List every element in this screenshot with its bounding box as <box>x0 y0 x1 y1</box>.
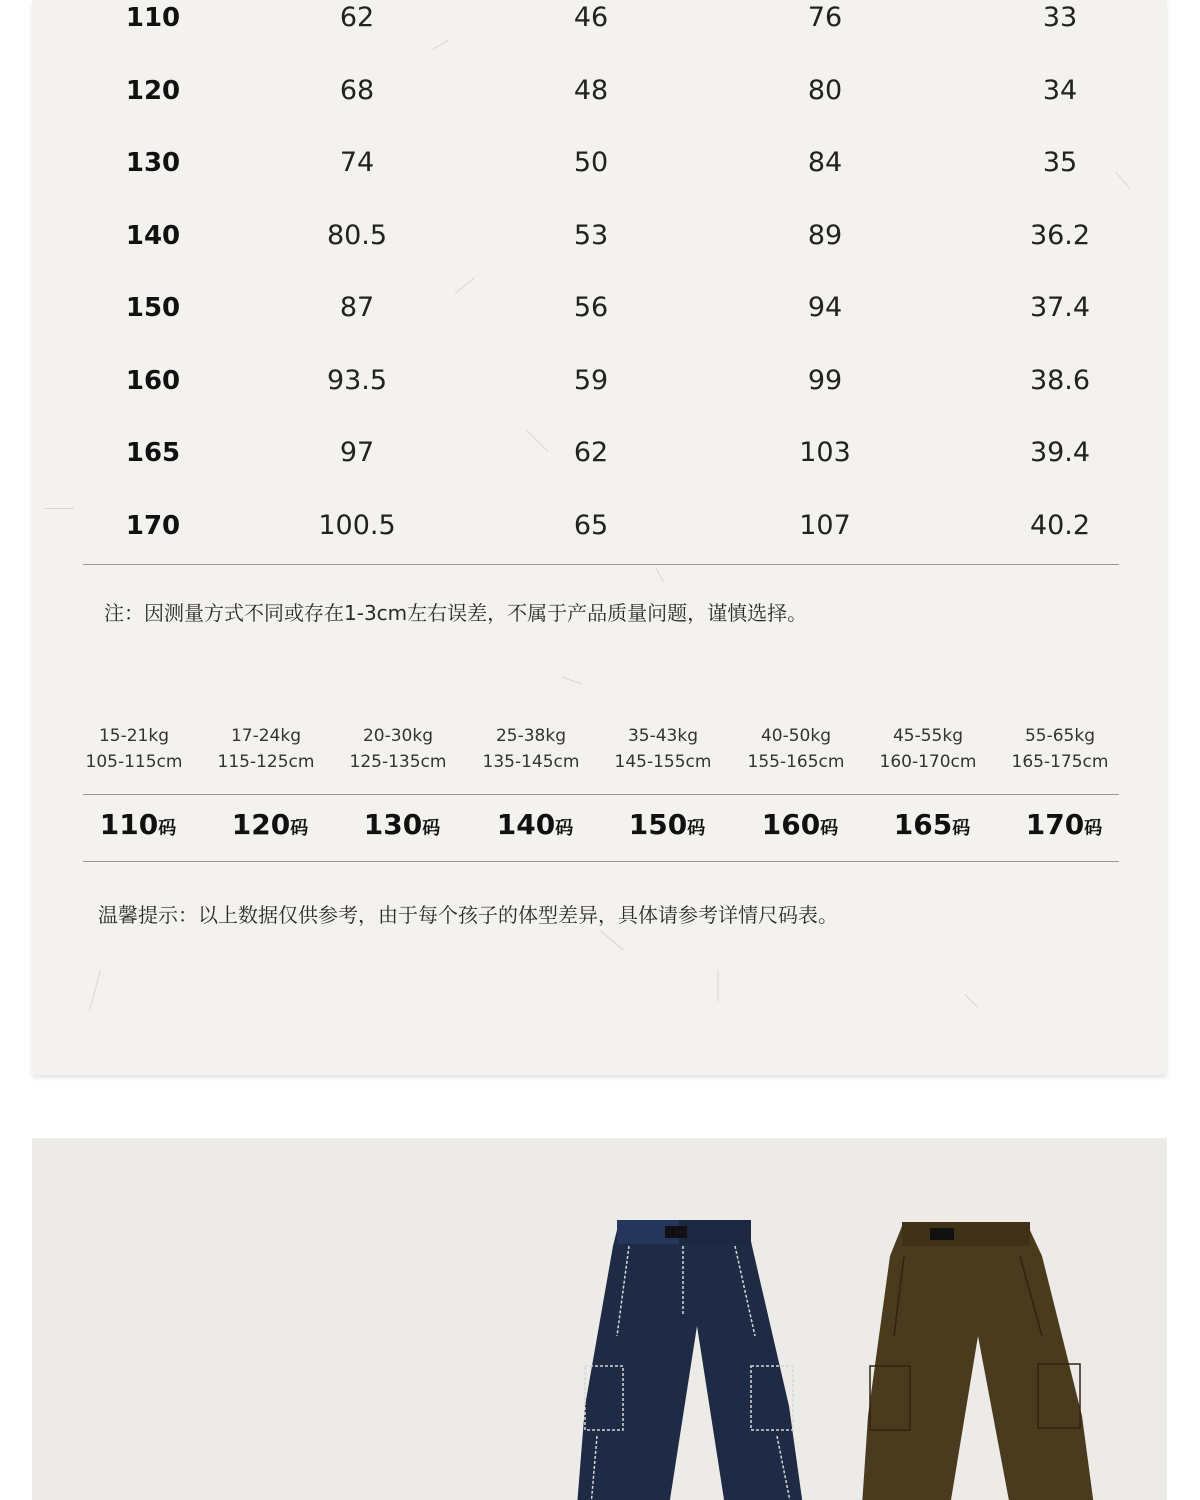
fit-range <box>597 723 729 775</box>
table-row <box>32 0 1167 38</box>
measure-cell: 39.4 <box>1029 437 1091 468</box>
table-row <box>32 433 1167 473</box>
paper-fiber <box>562 677 581 685</box>
measure-cell: 56 <box>573 292 609 323</box>
weight-range: 55-65kg <box>1024 726 1096 746</box>
size-code-number: 120 <box>231 808 291 841</box>
table-row <box>32 361 1167 401</box>
fit-range <box>200 723 332 775</box>
size-code-unit: 码 <box>820 818 839 839</box>
size-code <box>72 808 204 841</box>
measure-cell: 97 <box>339 437 375 468</box>
measure-cell: 62 <box>573 437 609 468</box>
paper-fiber <box>964 994 977 1007</box>
size-code <box>336 808 468 841</box>
size-code-unit: 码 <box>422 818 441 839</box>
size-code-unit: 码 <box>290 818 309 839</box>
size-code-number: 170 <box>1025 808 1085 841</box>
paper-fiber <box>656 568 665 582</box>
size-cell: 130 <box>125 148 181 178</box>
measure-cell: 87 <box>339 292 375 323</box>
height-range: 125-135cm <box>349 752 447 772</box>
measure-cell: 84 <box>807 147 843 178</box>
weight-range: 15-21kg <box>98 726 170 746</box>
measure-cell: 100.5 <box>318 509 396 541</box>
size-code-number: 140 <box>496 808 556 841</box>
height-range: 115-125cm <box>217 752 315 772</box>
fit-range <box>730 723 862 775</box>
size-code <box>601 808 733 841</box>
size-cell: 170 <box>125 510 181 541</box>
weight-range: 25-38kg <box>495 726 567 746</box>
height-range: 165-175cm <box>1011 752 1109 772</box>
measure-cell: 80 <box>807 74 843 106</box>
size-code <box>469 808 601 841</box>
table-row <box>32 143 1167 183</box>
height-range: 105-115cm <box>85 752 183 772</box>
measure-cell: 35 <box>1042 147 1078 178</box>
size-chart-panel <box>32 0 1167 1075</box>
measure-cell: 48 <box>573 74 609 106</box>
weight-range: 35-43kg <box>627 726 699 746</box>
measure-cell: 53 <box>573 219 609 251</box>
measure-cell: 34 <box>1042 74 1078 106</box>
height-range: 160-170cm <box>879 752 977 772</box>
measure-cell: 76 <box>807 2 843 33</box>
size-code <box>866 808 998 841</box>
size-code-unit: 码 <box>1084 818 1103 839</box>
weight-range: 45-55kg <box>892 726 964 746</box>
recommendation-top-divider <box>83 794 1119 795</box>
table-row <box>32 71 1167 111</box>
size-code-number: 160 <box>761 808 821 841</box>
size-code-unit: 码 <box>687 818 706 839</box>
measure-cell: 40.2 <box>1029 509 1091 541</box>
fit-range <box>465 723 597 775</box>
size-code <box>734 808 866 841</box>
paper-fiber <box>433 40 449 50</box>
size-code-number: 165 <box>893 808 953 841</box>
recommendation-bottom-divider <box>83 861 1119 862</box>
measure-cell: 74 <box>339 147 375 178</box>
measure-cell: 103 <box>799 437 851 468</box>
measure-cell: 94 <box>807 292 843 323</box>
measure-cell: 99 <box>807 364 843 396</box>
size-code-number: 110 <box>99 808 159 841</box>
measure-cell: 38.6 <box>1029 364 1091 396</box>
weight-range: 20-30kg <box>362 726 434 746</box>
weight-range: 17-24kg <box>230 726 302 746</box>
measure-cell: 59 <box>573 364 609 396</box>
height-range: 145-155cm <box>614 752 712 772</box>
measure-cell: 68 <box>339 74 375 106</box>
product-photo <box>32 1138 1167 1500</box>
size-code <box>998 808 1130 841</box>
measure-cell: 93.5 <box>326 364 388 396</box>
size-code <box>204 808 336 841</box>
fit-range <box>862 723 994 775</box>
paper-fiber <box>718 970 719 1002</box>
table-bottom-divider <box>83 564 1119 565</box>
size-cell: 140 <box>125 220 181 251</box>
fit-range <box>68 723 200 775</box>
fit-range <box>994 723 1126 775</box>
size-code-unit: 码 <box>158 818 177 839</box>
size-cell: 160 <box>125 365 181 396</box>
measure-cell: 33 <box>1042 2 1078 33</box>
measure-cell: 50 <box>573 147 609 178</box>
height-range: 155-165cm <box>747 752 845 772</box>
size-cell: 110 <box>125 3 181 33</box>
size-code-unit: 码 <box>555 818 574 839</box>
measure-cell: 62 <box>339 2 375 33</box>
table-row <box>32 506 1167 546</box>
paper-fiber <box>89 970 101 1011</box>
table-row <box>32 216 1167 256</box>
height-range: 135-145cm <box>482 752 580 772</box>
size-cell: 165 <box>125 438 181 468</box>
table-row <box>32 288 1167 328</box>
size-cell: 150 <box>125 293 181 323</box>
size-code-number: 130 <box>363 808 423 841</box>
measure-cell: 36.2 <box>1029 219 1091 251</box>
measure-cell: 89 <box>807 219 843 251</box>
weight-range: 40-50kg <box>760 726 832 746</box>
fit-range <box>332 723 464 775</box>
measure-cell: 80.5 <box>326 219 388 251</box>
measure-cell: 46 <box>573 2 609 33</box>
measurement-note: 注：因测量方式不同或存在1-3cm左右误差，不属于产品质量问题，谨慎选择。 <box>104 601 808 625</box>
measure-cell: 107 <box>799 509 851 541</box>
measure-cell: 65 <box>573 509 609 541</box>
paper-fiber <box>600 930 624 950</box>
measure-cell: 37.4 <box>1029 292 1091 323</box>
size-cell: 120 <box>125 75 181 106</box>
olive-cargo-pants-image <box>860 1216 1100 1500</box>
size-code-unit: 码 <box>952 818 971 839</box>
warm-tip: 温馨提示：以上数据仅供参考，由于每个孩子的体型差异，具体请参考详情尺码表。 <box>98 903 838 927</box>
navy-cargo-pants-image <box>577 1216 817 1500</box>
size-code-number: 150 <box>628 808 688 841</box>
